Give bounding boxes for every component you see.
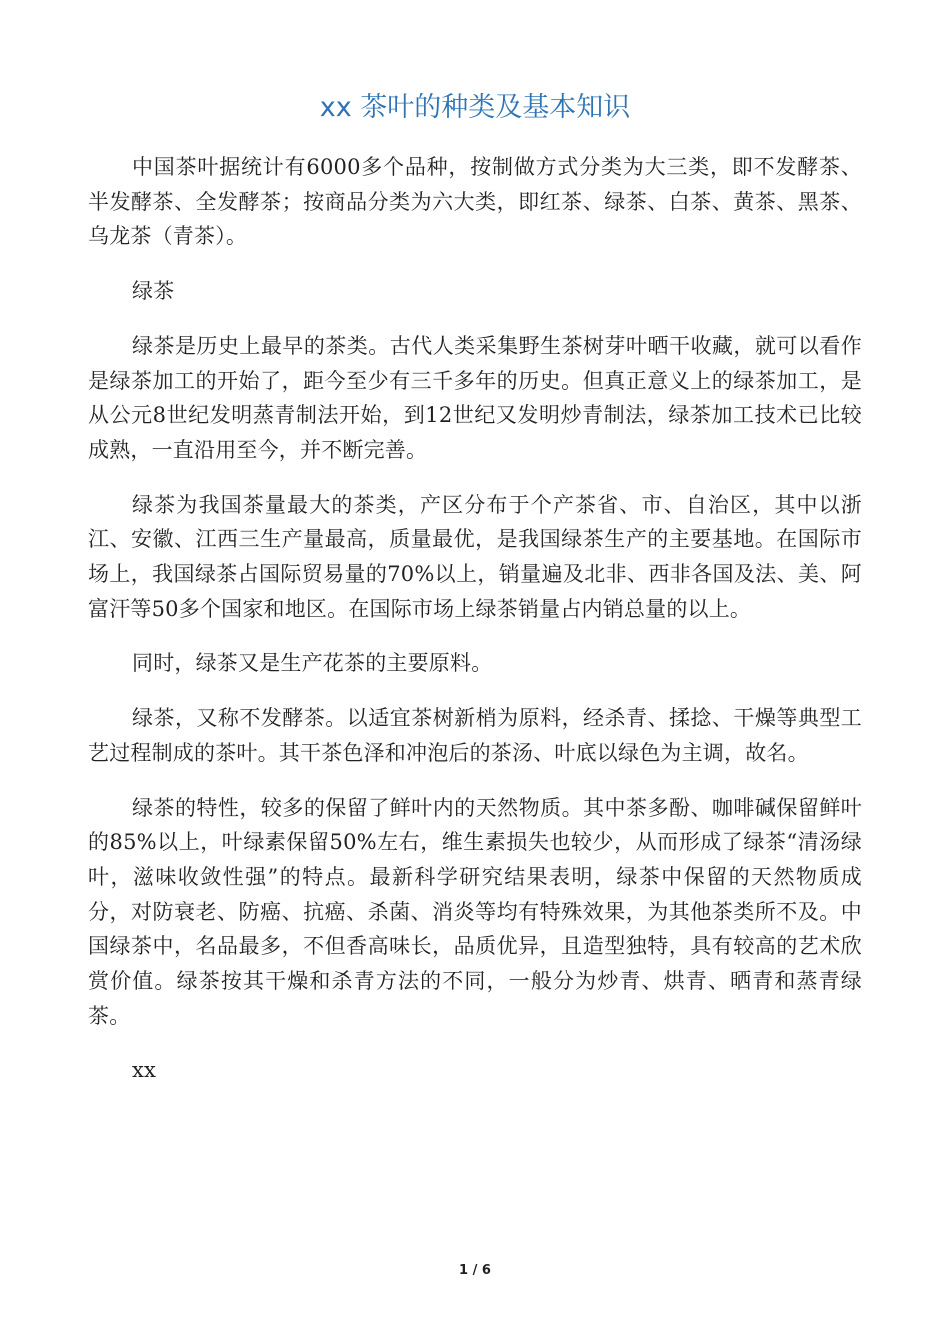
paragraph-raw-material: 同时，绿茶又是生产花茶的主要原料。 [132,651,493,676]
document-body [88,150,862,1108]
paragraph-characteristics: 绿茶的特性，较多的保留了鲜叶内的天然物质。其中茶多酚、咖啡碱保留鲜叶的85%以上，叶绿素保留50%左右，维生素损失也较少，从而形成了绿茶“清汤绿叶，滋味收敛性强”的特点。最新科学研究结果表明，绿茶中保留的天然物质成分，对防衰老、防癌、抗癌、杀菌、消炎等均有特殊效果，为其他茶类所不及。中国绿茶中，名品最多，不但香高味长，品质优异，且造型独特，具有较高的艺术欣赏价值。绿茶按其干燥和杀青方法的不同，一般分为炒青、烘青、晒青和蒸青绿茶。 [88,795,862,1028]
document-title: xx 茶叶的种类及基本知识 [319,92,631,123]
page-number: 1 / 6 [459,1263,491,1278]
paragraph-intro: 中国茶叶据统计有6000多个品种，按制做方式分类为大三类，即不发酵茶、半发酵茶、全发酵茶；按商品分类为六大类，即红茶、绿茶、白茶、黄茶、黑茶、乌龙茶（青茶）。 [88,155,862,249]
paragraph-history: 绿茶是历史上最早的茶类。古代人类采集野生茶树芽叶晒干收藏，就可以看作是绿茶加工的开始了，距今至少有三千多年的历史。但真正意义上的绿茶加工，是从公元8世纪发明蒸青制法开始，到12世纪又发明炒青制法，绿茶加工技术已比较成熟，一直沿用至今，并不断完善。 [88,333,862,462]
section-heading-green-tea: 绿茶 [132,279,175,304]
paragraph-production: 绿茶为我国茶量最大的茶类，产区分布于个产茶省、市、自治区，其中以浙江、安徽、江西三生产量最高，质量最优，是我国绿茶生产的主要基地。在国际市场上，我国绿茶占国际贸易量的70%以上，销量遍及北非、西非各国及法、美、阿富汗等50多个国家和地区。在国际市场上绿茶销量占内销总量的以上。 [88,492,862,621]
paragraph-xx: xx [132,1058,157,1083]
paragraph-definition: 绿茶，又称不发酵茶。以适宜茶树新梢为原料，经杀青、揉捻、干燥等典型工艺过程制成的茶叶。其干茶色泽和冲泡后的茶汤、叶底以绿色为主调，故名。 [88,706,862,765]
